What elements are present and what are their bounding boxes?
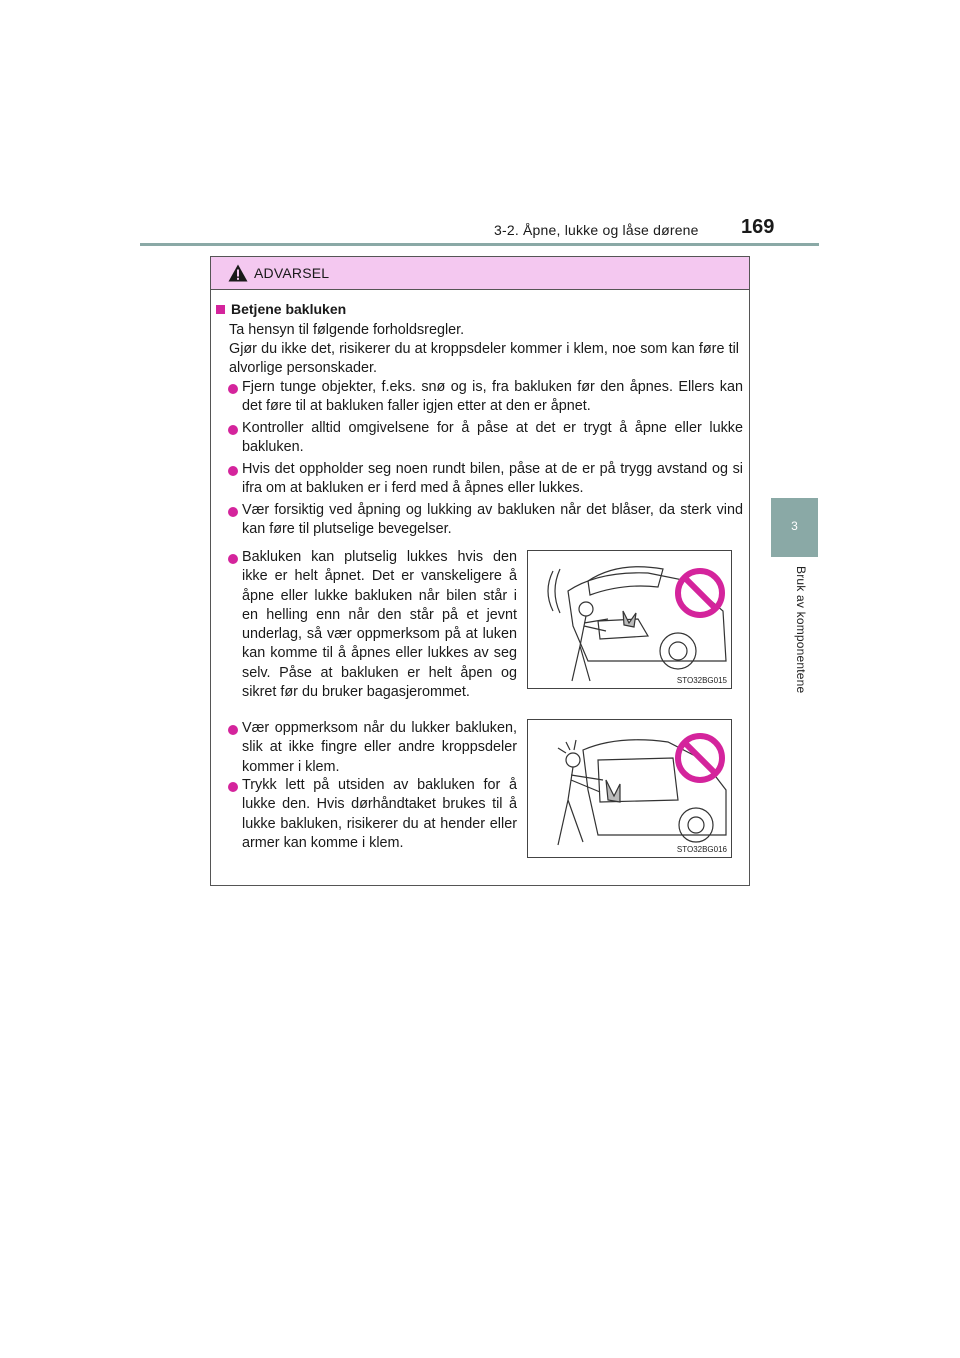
prohibition-icon [678,571,722,615]
illustration-close-liftgate [527,719,732,858]
bullet-dot [228,384,238,394]
car-illustration [528,551,731,688]
warning-box [210,256,750,886]
section-title: 3-2. Åpne, lukke og låse dørene [494,222,699,238]
bullet-dot [228,725,238,735]
bullet-text: Vær oppmerksom når du lukker bakluken, slik at ikke fingre eller andre kroppsdeler kommer i klem. [242,720,517,775]
warning-title: ADVARSEL [254,265,330,281]
illustration-code: STO32BG016 [676,845,727,854]
illustration-open-liftgate [527,550,732,689]
warning-header [211,257,749,290]
page-number: 169 [741,216,775,238]
bullet-text: Vær forsiktig ved åpning og lukking av bakluken når det blåser, da sterk vind kan føre til plutselige bevegelser. [242,502,743,538]
bullet-dot [228,554,238,564]
intro-text: Gjør du ikke det, risikerer du at kroppsdeler kommer i klem, noe som kan føre til alvorlige personskader. [229,341,739,377]
square-bullet-icon [216,305,225,314]
car-illustration [528,720,731,857]
bullet-dot [228,782,238,792]
page-header [0,0,960,250]
bullet-text: Kontroller alltid omgivelsene for å påse at det er trygt å åpne eller lukke bakluken. [242,420,743,456]
bullet-dot [228,507,238,517]
bullet-text: Hvis det oppholder seg noen rundt bilen, påse at de er på trygg avstand og si ifra om at bakluken er i ferd med å åpnes eller lukkes. [242,461,743,497]
bullet-dot [228,466,238,476]
intro-line: Ta hensyn til følgende forholdsregler. [229,322,465,338]
prohibition-icon [678,736,722,780]
subsection-title: Betjene bakluken [231,301,347,317]
illustration-code: STO32BG015 [676,676,727,685]
header-rule [140,243,819,246]
bullet-text: Bakluken kan plutselig lukkes hvis den ikke er helt åpnet. Det er vanskeligere å åpne eller lukke bakluken når bilen står i en helling enn når den står på et jevnt underlag, så vær oppmerksom på at luken kan komme til å åpnes eller lukkes av seg selv. Påse at bakluken er helt åpen og sikret før du bruker bagasjerommet. [242,549,517,701]
bullet-dot [228,425,238,435]
warning-triangle-icon [228,264,248,282]
subsection-heading [216,301,346,317]
chapter-tab [771,498,818,557]
chapter-number: 3 [791,519,798,533]
bullet-text: Fjern tunge objekter, f.eks. snø og is, fra bakluken før den åpnes. Ellers kan det føre til at bakluken faller igjen etter at den er åpnet. [242,379,743,415]
chapter-title: Bruk av komponentene [794,566,808,694]
bullet-text: Trykk lett på utsiden av bakluken for å lukke den. Hvis dørhåndtaket brukes til å lukke bakluken, risikerer du at hender eller armer kan komme i klem. [242,777,517,851]
